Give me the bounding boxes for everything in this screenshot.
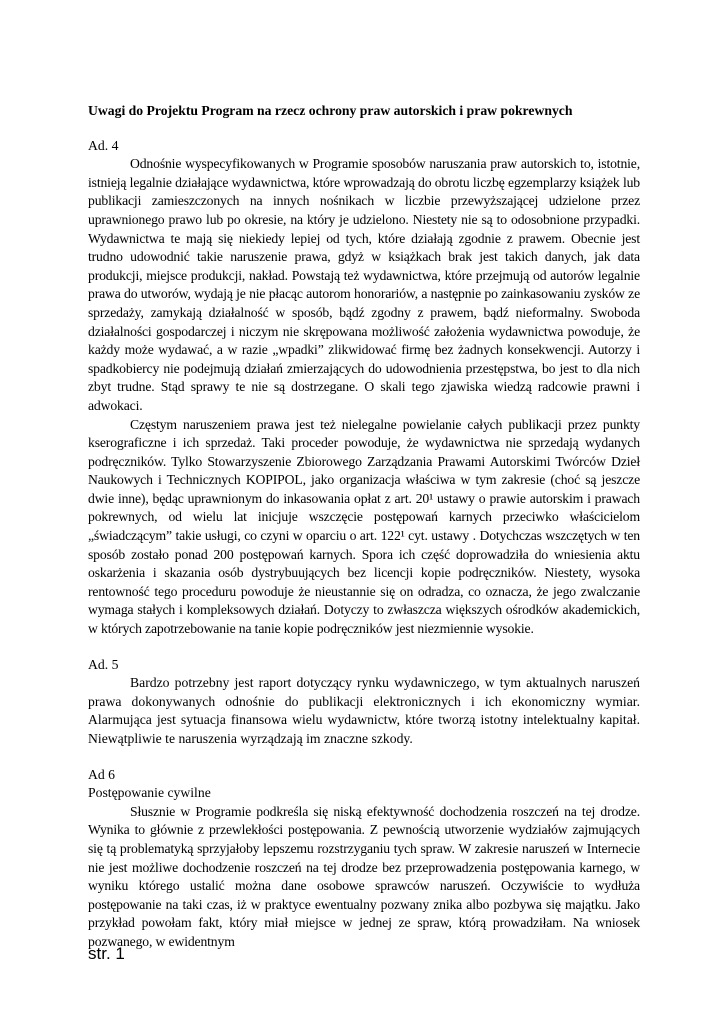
- section-heading: Ad 6: [88, 766, 115, 782]
- section-ad-5: [88, 656, 640, 749]
- section-subheading: Postępowanie cywilne: [88, 785, 211, 801]
- document-title: Uwagi do Projektu Program na rzecz ochrony praw autorskich i praw pokrewnych: [88, 103, 573, 118]
- section-heading: Ad. 4: [88, 137, 119, 153]
- section-ad-4: [88, 137, 640, 639]
- paragraph: Bardzo potrzebny jest raport dotyczący rynku wydawniczego, w tym aktualnych naruszeń prawa dokonywanych odnośnie do publikacji elektronicznych i ich ekonomiczny wymiar. Alarmująca jest sytuacja finansowa wielu wydawnictw, które tworzą istotny intelektualny kapitał. Niewątpliwie te naruszenia wyrządzają im znaczne szkody.: [88, 675, 640, 746]
- document-body: [88, 102, 640, 969]
- paragraph: Odnośnie wyspecyfikowanych w Programie sposobów naruszania praw autorskich to, istotnie, istnieją legalnie działające wydawnictwa, które wprowadzają do obrotu liczbę egzemplarzy książek lub publikacji zamieszczonych na innych nośnikach w liczbie przewyższającej udzielone przez uprawnionego prawo lub po okresie, na który je udzielono. Niestety nie są to odosobnione przypadki. Wydawnictwa te mają się niekiedy lepiej od tych, które działają zgodnie z prawem. Obecnie jest trudno udowodnić takie naruszenie prawa, gdyż w książkach brak jest takich danych, jak data produkcji, miejsce produkcji, nakład. Powstają też wydawnictwa, które przejmują od autorów legalnie prawa do utworów, wydają je nie płacąc autorom honorariów, a następnie po zainkasowaniu zysków ze sprzedaży, zamykają działalność w sposób, bądź zgodny z prawem, bądź nieformalny. Swoboda działalności gospodarczej i niczym nie skrępowana możliwość założenia wydawnictwa powoduje, że każdy może wydawać, a w razie „wpadki” zlikwidować firmę bez żadnych konsekwencji. Autorzy i spadkobiercy nie podejmują działań zmierzających do udowodnienia przestępstwa, bo jest to dla nich zbyt trudne. Stąd sprawy te nie są dostrzegane. O skali tego zjawiska wiedzą radcowie prawni i adwokaci.: [88, 156, 640, 413]
- page-number: str. 1: [88, 944, 125, 963]
- section-ad-6: [88, 766, 640, 952]
- paragraph: Częstym naruszeniem prawa jest też nielegalne powielanie całych publikacji przez punkty kserograficzne i ich sprzedaż. Taki proceder powoduje, że wydawnictwa nie sprzedają wydanych podręczników. Tylko Stowarzyszenie Zbiorowego Zarządzania Prawami Autorskimi Twórców Dzieł Naukowych i Technicznych KOPIPOL, jako organizacja właściwa w tym zakresie (choć są jeszcze dwie inne), będąc uprawnionym do inkasowania opłat z art. 20¹ ustawy o prawie autorskim i prawach pokrewnych, od wielu lat inicjuje wszczęcie postępowań karnych przeciwko właścicielom „świadczącym” takie usługi, co czyni w oparciu o art. 122¹ cyt. ustawy . Dotychczas wszczętych w ten sposób zostało ponad 200 postępowań karnych. Spora ich część doprowadziła do wniesienia aktu oskarżenia i skazania osób dystrybuujących bez licencji kopie podręczników. Niestety, wysoka rentowność tego proceduru powoduje że nieustannie się on odradza, co oznacza, że jego zwalczanie wymaga stałych i kompleksowych działań. Dotyczy to zwłaszcza większych ośrodków akademickich, w których zapotrzebowanie na tanie kopie podręczników jest niezmiennie wysokie.: [88, 416, 640, 637]
- paragraph: Słusznie w Programie podkreśla się niską efektywność dochodzenia roszczeń na tej drodze. Wynika to głównie z przewlekłości postępowania. Z pewnością utworzenie wydziałów zajmujących się tą problematyką sprzyjałoby lepszemu rozstrzyganiu tych spraw. W zakresie naruszeń w Internecie nie jest możliwe dochodzenie roszczeń na tej drodze bez przeprowadzenia postępowania karnego, w wyniku którego ustalić można dane osobowe sprawców naruszeń. Oczywiście to wydłuża postępowanie na taki czas, iż w praktyce ewentualny pozwany znika albo pozbywa się majątku. Jako przykład powołam fakt, który miał miejsce w jednej ze spraw, którą prowadziłam. Na wniosek pozwanego, w ewidentnym: [88, 803, 640, 949]
- section-heading: Ad. 5: [88, 656, 119, 672]
